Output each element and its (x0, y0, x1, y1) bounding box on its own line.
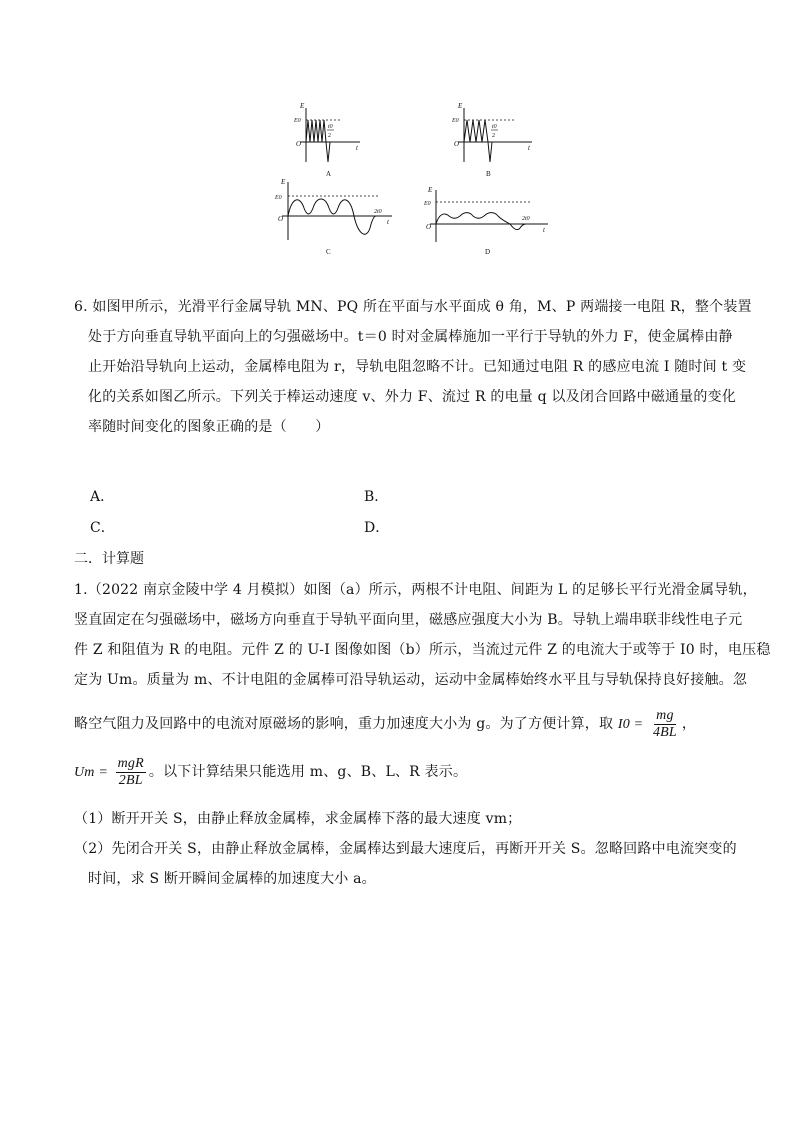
axis-label-e0: E0 (452, 118, 459, 124)
option-a[interactable]: A． (90, 489, 115, 505)
axis-label-e: E (428, 186, 433, 194)
section-heading: 二．计算题 (74, 551, 144, 567)
q1-line-6-text: 。以下计算结果只能选用 m、g、B、L、R 表示。 (148, 764, 468, 780)
q1-line-6-block (74, 752, 754, 793)
figure-b (448, 100, 538, 180)
figure-a-graph (290, 100, 370, 180)
axis-label-e: E (281, 178, 286, 186)
i0-numerator: mg (656, 707, 674, 723)
half-t0-den: 2 (328, 133, 331, 139)
i0-symbol: I0 = (617, 717, 644, 732)
question-1 (74, 575, 771, 695)
curve-c (288, 199, 376, 234)
um-denominator: 2BL (118, 772, 143, 788)
axis-label-t: t (387, 218, 389, 226)
panel-label-b: B (486, 170, 491, 178)
axis-label-t: t (356, 144, 358, 152)
half-t0-den: 2 (492, 133, 495, 139)
i0-comma: ， (681, 716, 697, 732)
half-t0-num: t0 (328, 124, 333, 130)
panel-label-c: C (326, 248, 331, 256)
q1-line-1: 1.（2022 南京金陵中学 4 月模拟）如图（a）所示，两根不计电阻、间距为 L 的足够长平行光滑金属导轨， (74, 582, 757, 598)
q6-line-2: 处于方向垂直导轨平面向上的匀强磁场中。t＝0 时对金属棒施加一平行于导轨的外力 F，使金属棒由静 (88, 329, 733, 345)
axis-label-t: t (543, 226, 545, 234)
q1-line-2: 竖直固定在匀强磁场中，磁场方向垂直于导轨平面向里，磁感应强度大小为 B。导轨上端串联非线性电子元 (74, 612, 743, 628)
axis-label-e0: E0 (294, 118, 301, 124)
curve-d (436, 213, 526, 230)
panel-label-d: D (485, 248, 491, 256)
axis-label-e0: E0 (424, 201, 431, 207)
q6-line-1: 6. 如图甲所示，光滑平行金属导轨 MN、PQ 所在平面与水平面成 θ 角，M、P 两端接一电阻 R，整个装置 (74, 299, 752, 315)
figure-c-graph (272, 178, 397, 260)
figure-b-graph (448, 100, 538, 180)
origin-label: O (426, 223, 432, 231)
curve-a (306, 120, 330, 162)
origin-label: O (454, 140, 460, 148)
option-b[interactable]: B． (364, 489, 389, 505)
option-d[interactable]: D． (364, 520, 390, 536)
figure-c (272, 178, 397, 260)
origin-label: O (278, 215, 284, 223)
figure-a (290, 100, 370, 180)
q1-line-5-text: 略空气阻力及回路中的电流对原磁场的影响，重力加速度大小为 g。为了方便计算，取 (74, 716, 614, 732)
two-t0-label: 2t0 (374, 209, 382, 215)
q1-subquestions (74, 804, 754, 894)
half-t0-num: t0 (492, 124, 497, 130)
q6-line-5: 率随时间变化的图象正确的是（ ） (88, 419, 330, 435)
axis-label-e: E (300, 102, 305, 110)
subquestion-1: （1）断开开关 S，由静止释放金属棒，求金属棒下落的最大速度 vm； (74, 811, 522, 827)
option-c[interactable]: C． (90, 520, 115, 536)
axis-label-e0: E0 (275, 195, 282, 201)
i0-denominator: 4BL (652, 724, 677, 740)
um-symbol: Um = (74, 765, 108, 780)
question-6 (74, 292, 752, 442)
um-fraction (116, 756, 146, 789)
i0-fraction (651, 708, 679, 741)
subquestion-2-line-1: （2）先闭合开关 S，由静止释放金属棒，金属棒达到最大速度后，再断开开关 S。忽略回路中电流突变的 (74, 841, 737, 857)
q6-line-3: 止开始沿导轨向上运动，金属棒电阻为 r，导轨电阻忽略不计。已知通过电阻 R 的感应电流 I 随时间 t 变 (88, 359, 747, 375)
q1-line-4: 定为 Um。质量为 m、不计电阻的金属棒可沿导轨运动，运动中金属棒始终水平且与导轨保持良好接触。忽 (74, 672, 748, 688)
q6-line-4: 化的关系如图乙所示。下列关于棒运动速度 v、外力 F、流过 R 的电量 q 以及闭合回路中磁通量的变化 (88, 389, 737, 405)
um-numerator: mgR (117, 755, 144, 771)
figure-d (422, 186, 552, 261)
figure-d-graph (422, 186, 552, 261)
origin-label: O (296, 140, 302, 148)
subquestion-2-line-2: 时间，求 S 断开瞬间金属棒的加速度大小 a。 (88, 871, 376, 887)
q1-line-5-block (74, 704, 754, 745)
q1-line-3: 件 Z 和阻值为 R 的电阻。元件 Z 的 U-I 图像如图（b）所示，当流过元件 Z 的电流大于或等于 I0 时，电压稳 (74, 642, 771, 658)
panel-label-a: A (326, 170, 332, 178)
two-t0-label: 2t0 (522, 216, 530, 222)
axis-label-t: t (528, 144, 530, 152)
axis-label-e: E (458, 102, 463, 110)
curve-b (464, 120, 492, 162)
